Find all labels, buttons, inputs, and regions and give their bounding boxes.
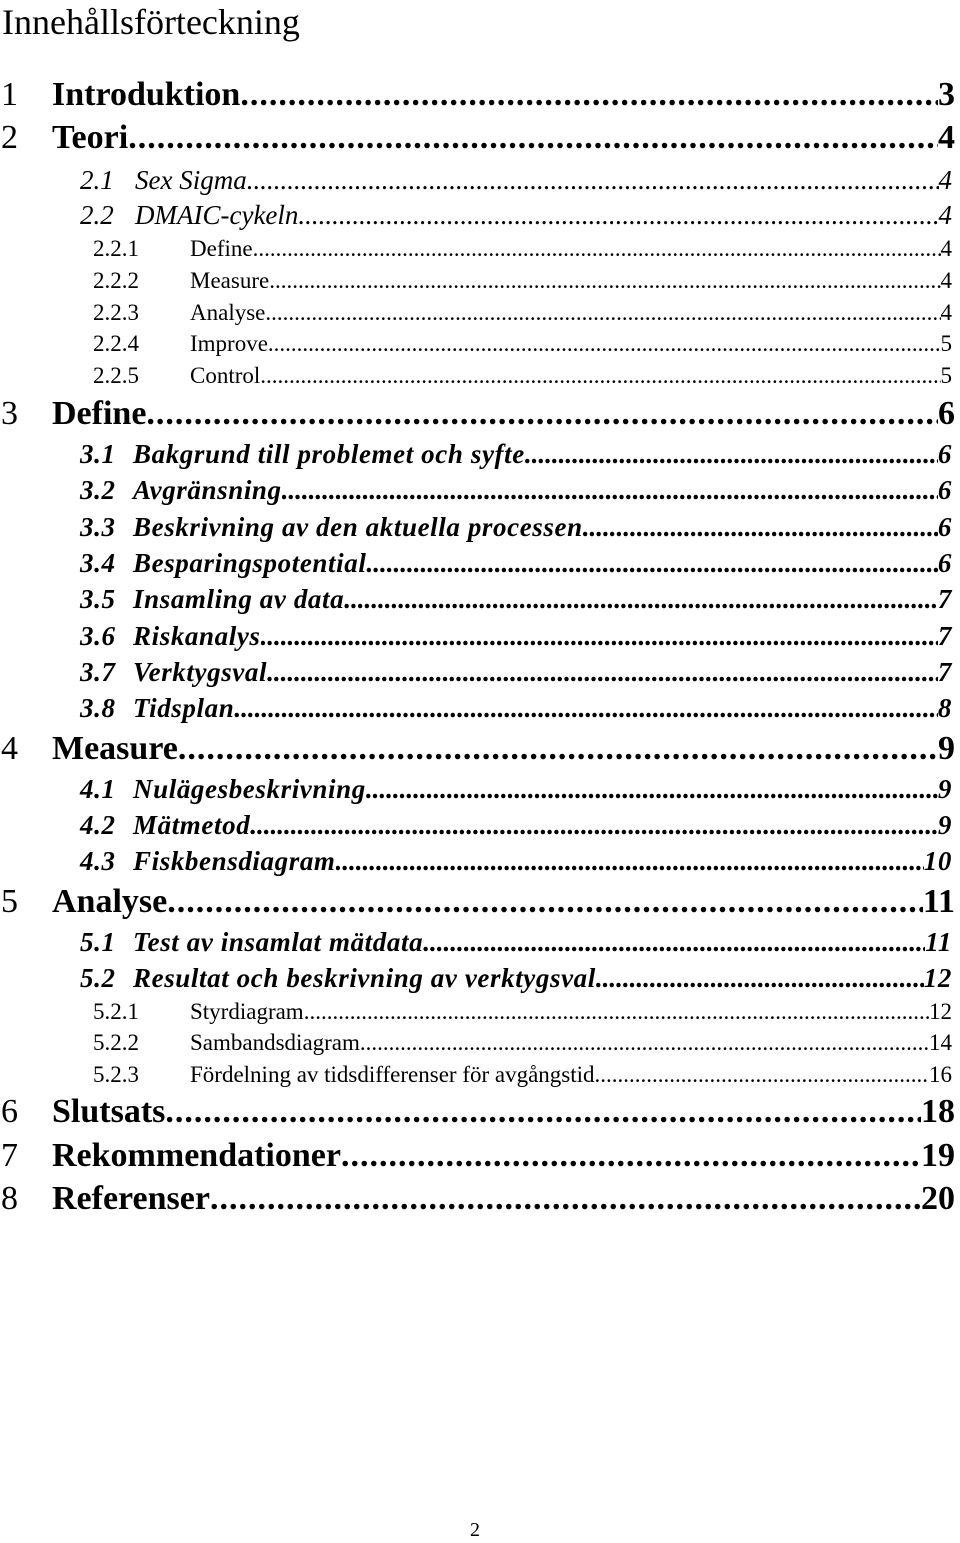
- toc-entry-2-2-1[interactable]: [93, 233, 952, 265]
- toc-entry-page: 4: [938, 200, 952, 230]
- toc-entry-5-1[interactable]: [80, 924, 952, 960]
- dot-leader: [366, 771, 938, 807]
- toc-entry-page: 16: [929, 1062, 952, 1087]
- toc-entry-3-4[interactable]: [80, 545, 952, 581]
- toc-entry-5-2-3[interactable]: [93, 1059, 952, 1091]
- toc-entry-5-2-2[interactable]: [93, 1027, 952, 1059]
- toc-entry-page: 4: [940, 268, 952, 293]
- toc-entry-text: Sex Sigma: [135, 165, 247, 195]
- dot-leader: [336, 843, 924, 879]
- toc-entry-text: Introduktion: [52, 76, 241, 113]
- toc-entry-number: 5.2.3: [93, 1062, 139, 1087]
- toc-entry-text: Analyse: [52, 883, 168, 920]
- dot-leader: [595, 1059, 929, 1091]
- toc-entry-number: 2.2.1: [93, 236, 139, 261]
- toc-entry-5[interactable]: [1, 880, 955, 923]
- dot-leader: [234, 690, 938, 726]
- toc-entry-number: 2.1: [80, 165, 114, 195]
- dot-leader: [250, 807, 938, 843]
- toc-entry-text: Verktygsval: [133, 657, 268, 687]
- toc-entry-text: Resultat och beskrivning av verktygsval: [133, 963, 596, 993]
- toc-entry-page: 4: [940, 236, 952, 261]
- toc-entry-6[interactable]: [1, 1090, 955, 1133]
- dot-leader: [423, 924, 925, 960]
- toc-entry-number: 2.2.5: [93, 363, 139, 388]
- toc-entry-3-5[interactable]: [80, 581, 952, 617]
- toc-entry-7[interactable]: [1, 1134, 955, 1177]
- dot-leader: [178, 727, 938, 770]
- toc-entry-text: DMAIC-cykeln: [135, 200, 299, 230]
- toc-entry-page: 9: [937, 810, 952, 840]
- toc-entry-3[interactable]: [1, 392, 955, 435]
- dot-leader: [210, 1177, 921, 1220]
- toc-entry-page: 6: [938, 395, 955, 432]
- toc-entry-number: 4.2: [80, 810, 116, 840]
- dot-leader: [267, 654, 938, 690]
- toc-entry-number: 8: [1, 1180, 18, 1217]
- toc-entry-2-2-3[interactable]: [93, 297, 952, 329]
- dot-leader: [165, 1090, 921, 1133]
- toc-entry-2[interactable]: [1, 116, 955, 159]
- toc-entry-number: 5: [1, 883, 18, 920]
- toc-entry-number: 3.8: [80, 693, 116, 723]
- toc-entry-page: 20: [921, 1180, 955, 1217]
- toc-entry-5-2[interactable]: [80, 960, 952, 996]
- dot-leader: [304, 996, 929, 1028]
- toc-entry-number: 3.3: [80, 512, 116, 542]
- toc-entry-4-1[interactable]: [80, 771, 952, 807]
- toc-entry-page: 6: [937, 548, 952, 578]
- toc-entry-1[interactable]: [1, 73, 955, 116]
- toc-entry-number: 5.1: [80, 927, 116, 957]
- toc-entry-number: 2.2.3: [93, 300, 139, 325]
- toc-entry-page: 11: [925, 927, 952, 957]
- toc-entry-text: Analyse: [190, 300, 266, 325]
- dot-leader: [344, 581, 938, 617]
- toc-entry-text: Define: [52, 395, 147, 432]
- dot-leader: [525, 436, 938, 472]
- toc-entry-page: 7: [937, 621, 952, 651]
- toc-entry-8[interactable]: [1, 1177, 955, 1220]
- toc-entry-2-2-4[interactable]: [93, 328, 952, 360]
- toc-entry-number: 5.2.2: [93, 1030, 139, 1055]
- toc-entry-page: 12: [929, 999, 952, 1024]
- toc-entry-text: Define: [190, 236, 253, 261]
- toc-entry-text: Avgränsning: [133, 475, 282, 505]
- toc-entry-page: 5: [940, 331, 952, 356]
- toc-entry-number: 3.2: [80, 475, 116, 505]
- toc-entry-text: Insamling av data: [133, 584, 345, 614]
- dot-leader: [298, 198, 938, 233]
- toc-entry-page: 19: [921, 1137, 955, 1174]
- toc-entry-number: 2.2: [80, 200, 114, 230]
- toc-entry-text: Rekommendationer: [52, 1137, 341, 1174]
- toc-entry-2-1[interactable]: [80, 163, 952, 198]
- dot-leader: [360, 1027, 929, 1059]
- toc-entry-text: Teori: [52, 119, 129, 156]
- dot-leader: [253, 233, 941, 265]
- toc-entry-5-2-1[interactable]: [93, 996, 952, 1028]
- toc-entry-text: Sambandsdiagram: [190, 1030, 360, 1055]
- page-number: 2: [470, 1519, 480, 1541]
- toc-entry-page: 5: [940, 363, 952, 388]
- toc-entry-number: 3.1: [80, 439, 116, 469]
- dot-leader: [596, 960, 924, 996]
- toc-entry-number: 3.6: [80, 621, 116, 651]
- toc-entry-text: Slutsats: [52, 1093, 166, 1130]
- toc-entry-3-8[interactable]: [80, 690, 952, 726]
- toc-entry-page: 9: [938, 730, 955, 767]
- toc-entry-text: Tidsplan: [133, 693, 235, 723]
- toc-entry-number: 3.5: [80, 584, 116, 614]
- toc-entry-number: 3.7: [80, 657, 116, 687]
- toc-title: Innehållsförteckning: [2, 2, 300, 42]
- toc-entry-page: 11: [922, 883, 955, 920]
- toc-entry-number: 2.2.4: [93, 331, 139, 356]
- toc-entry-number: 6: [1, 1093, 18, 1130]
- toc-entry-3-7[interactable]: [80, 654, 952, 690]
- toc-entry-page: 12: [923, 963, 952, 993]
- dot-leader: [583, 509, 938, 545]
- toc-entry-4[interactable]: [1, 727, 955, 770]
- toc-entry-page: 4: [938, 165, 952, 195]
- toc-entry-page: 9: [937, 774, 952, 804]
- toc-entry-3-2[interactable]: [80, 472, 952, 508]
- toc-entry-text: Control: [190, 363, 261, 388]
- toc-entry-text: Measure: [52, 730, 178, 767]
- dot-leader: [282, 472, 938, 508]
- dot-leader: [260, 360, 940, 392]
- toc-entry-text: Bakgrund till problemet och syfte: [133, 439, 525, 469]
- toc-entry-page: 10: [923, 846, 952, 876]
- toc-entry-text: Riskanalys: [133, 621, 261, 651]
- toc-entry-page: 14: [929, 1030, 952, 1055]
- toc-entry-number: 5.2.1: [93, 999, 139, 1024]
- toc-entry-3-3[interactable]: [80, 509, 952, 545]
- toc-entry-page: 6: [937, 475, 952, 505]
- toc-entry-4-2[interactable]: [80, 807, 952, 843]
- toc-entry-number: 1: [1, 76, 18, 113]
- toc-entry-text: Test av insamlat mätdata: [133, 927, 424, 957]
- toc-entry-text: Besparingspotential: [133, 548, 367, 578]
- toc-entry-number: 2: [1, 119, 18, 156]
- toc-entry-number: 2.2.2: [93, 268, 139, 293]
- toc-entry-text: Measure: [190, 268, 270, 293]
- toc-entry-2-2-2[interactable]: [93, 265, 952, 297]
- toc-entry-text: Mätmetod: [133, 810, 251, 840]
- toc-entry-2-2[interactable]: [80, 198, 952, 233]
- dot-leader: [167, 880, 923, 923]
- toc-entry-text: Fiskbensdiagram: [133, 846, 336, 876]
- toc-entry-page: 6: [937, 439, 952, 469]
- toc-entry-page: 7: [937, 584, 952, 614]
- toc-entry-page: 6: [937, 512, 952, 542]
- dot-leader: [366, 545, 937, 581]
- dot-leader: [341, 1134, 921, 1177]
- toc-entry-text: Improve: [190, 331, 268, 356]
- toc-entry-page: 18: [921, 1093, 955, 1130]
- toc-entry-text: Fördelning av tidsdifferenser för avgångstid: [190, 1062, 595, 1087]
- dot-leader: [265, 297, 940, 329]
- toc-entry-2-2-5[interactable]: [93, 360, 952, 392]
- toc-entry-text: Beskrivning av den aktuella processen: [133, 512, 583, 542]
- dot-leader: [128, 116, 938, 159]
- toc-entry-number: 4: [1, 730, 18, 767]
- dot-leader: [269, 265, 940, 297]
- toc-entry-text: Referenser: [52, 1180, 210, 1217]
- toc-entry-number: 3: [1, 395, 18, 432]
- toc-entry-text: Nulägesbeskrivning: [133, 774, 366, 804]
- toc-entry-page: 3: [938, 76, 955, 113]
- toc-entry-4-3[interactable]: [80, 843, 952, 879]
- toc-entry-number: 5.2: [80, 963, 116, 993]
- toc-entry-number: 7: [1, 1137, 18, 1174]
- toc-entry-number: 4.1: [80, 774, 116, 804]
- dot-leader: [268, 328, 941, 360]
- toc-entry-page: 4: [940, 300, 952, 325]
- dot-leader: [247, 163, 939, 198]
- toc-entry-page: 4: [938, 119, 955, 156]
- toc-entry-number: 3.4: [80, 548, 116, 578]
- toc-entry-number: 4.3: [80, 846, 116, 876]
- toc-entry-page: 7: [937, 657, 952, 687]
- toc-entry-3-1[interactable]: [80, 436, 952, 472]
- dot-leader: [146, 392, 938, 435]
- toc-entry-page: 8: [937, 693, 952, 723]
- toc-entry-text: Styrdiagram: [190, 999, 304, 1024]
- dot-leader: [261, 618, 938, 654]
- dot-leader: [240, 73, 938, 116]
- toc-entry-3-6[interactable]: [80, 618, 952, 654]
